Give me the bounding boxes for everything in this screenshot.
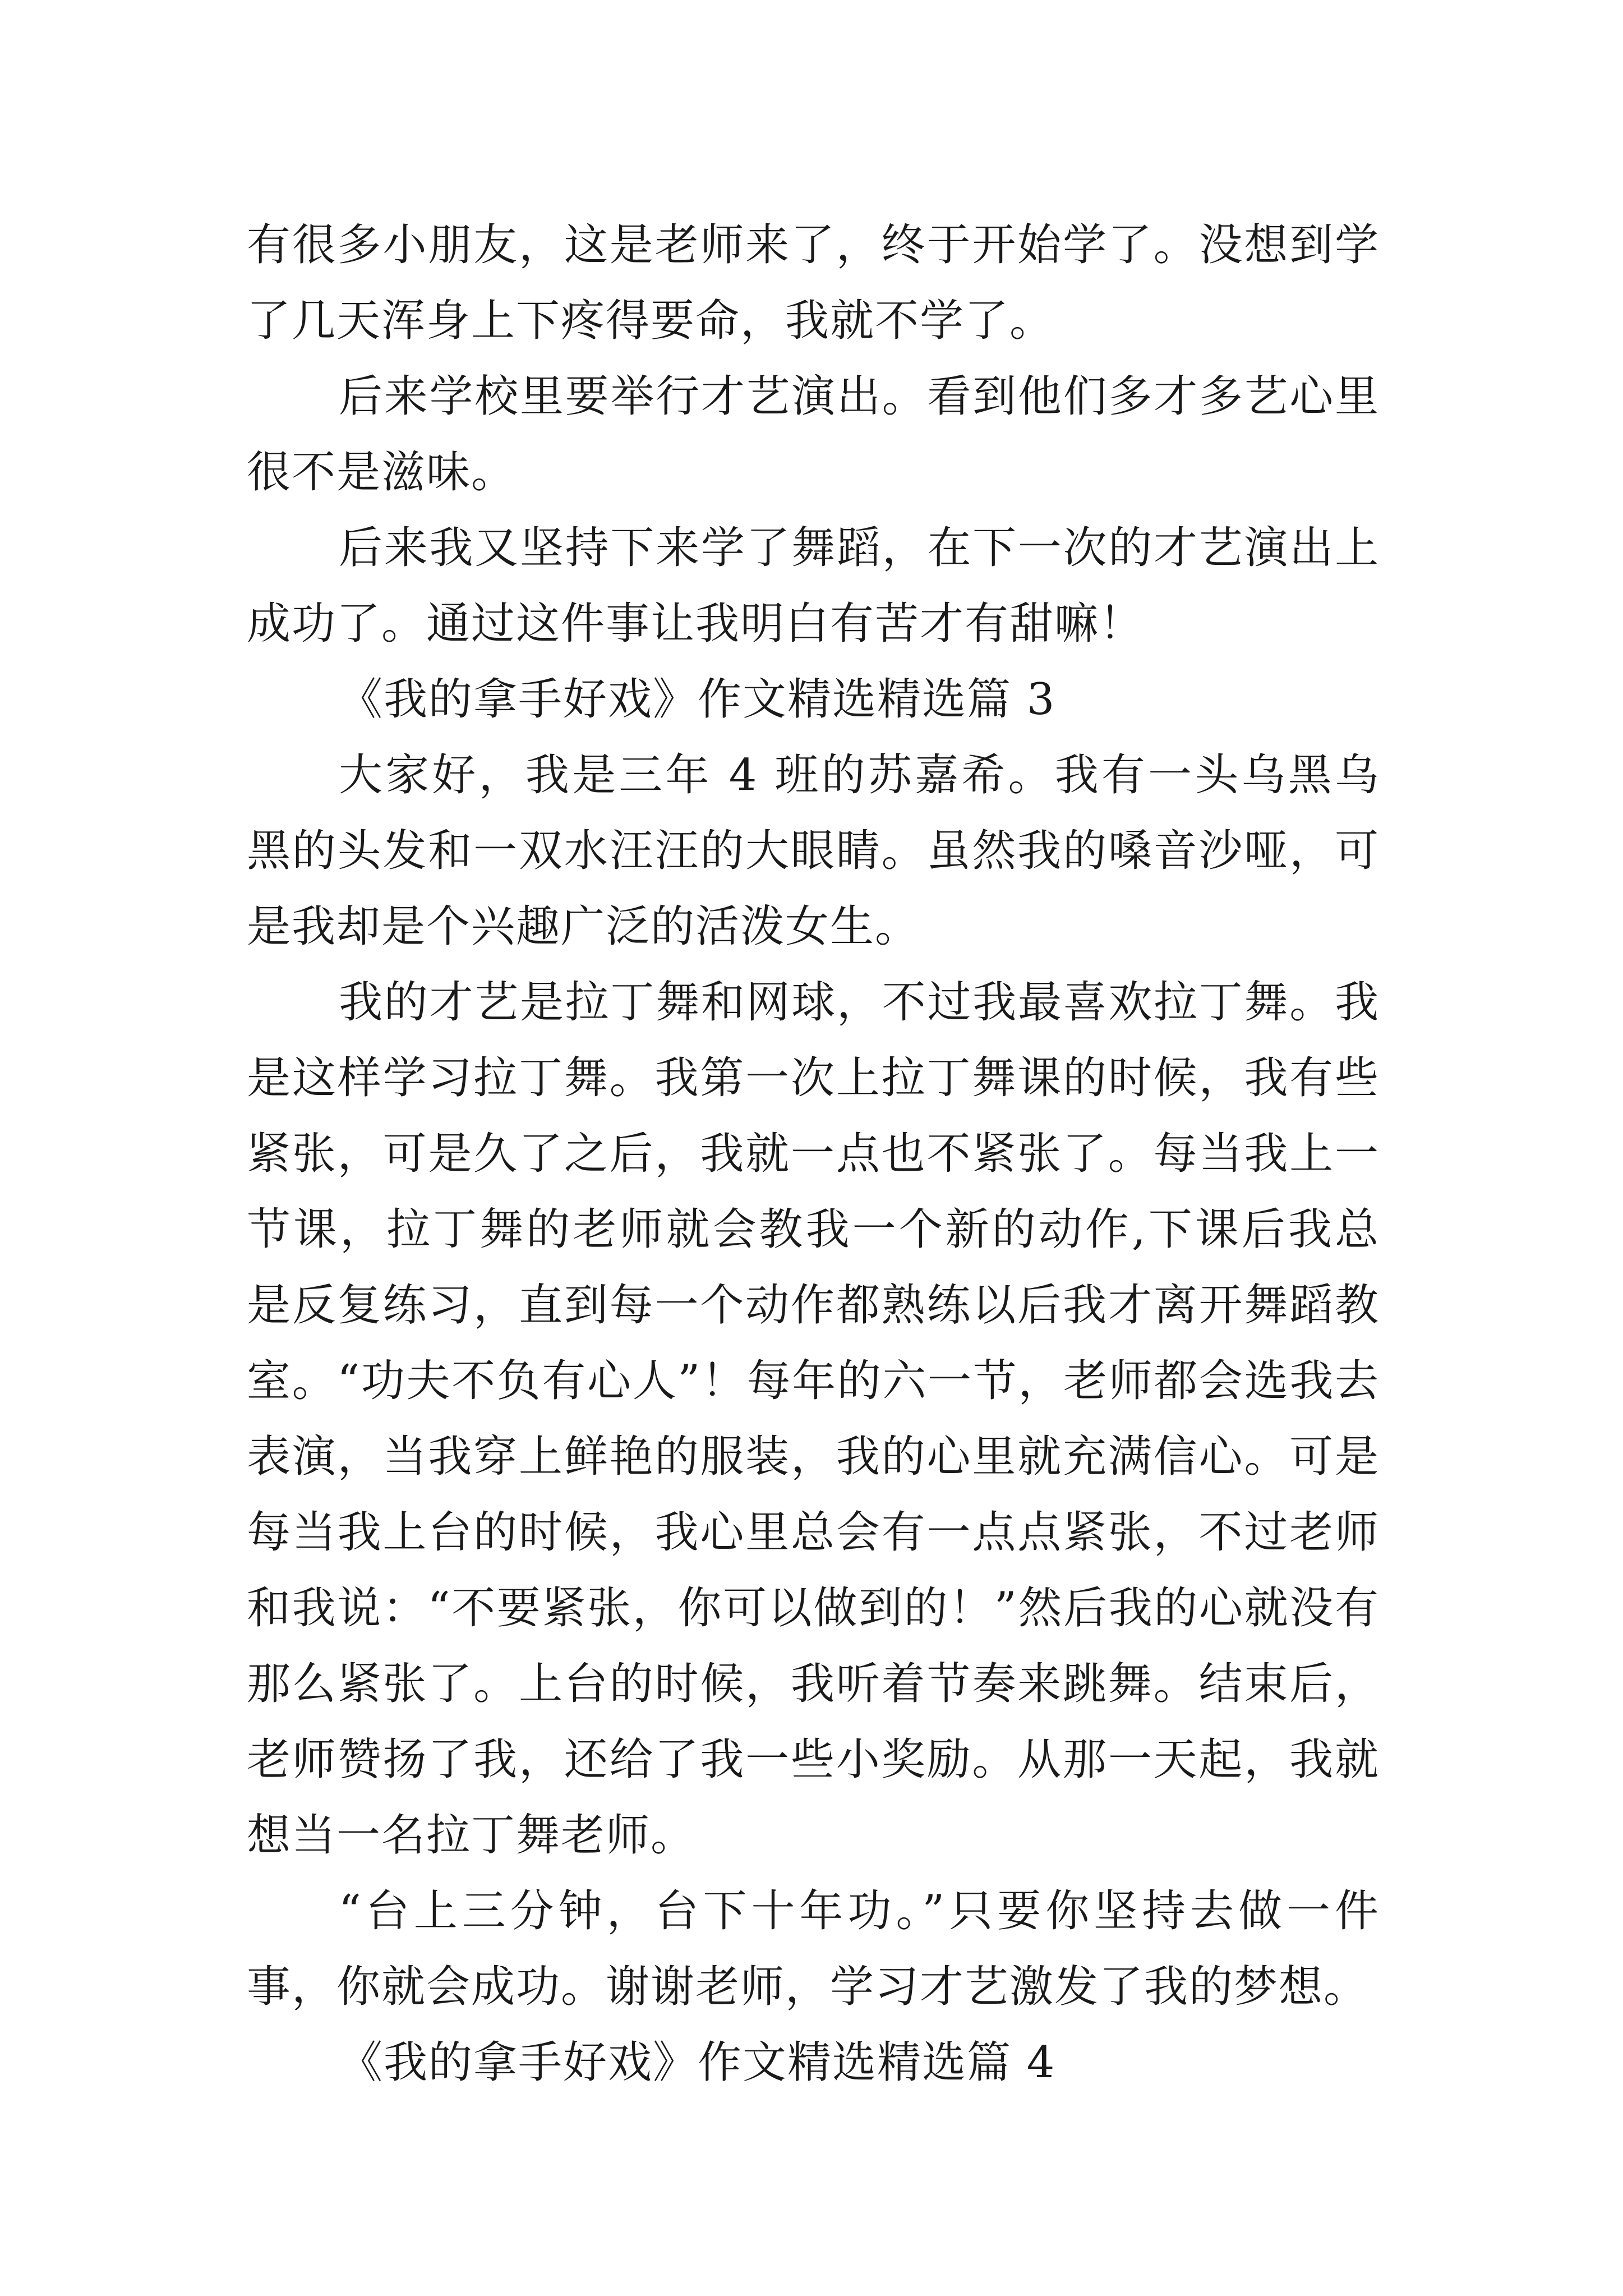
essay-body xyxy=(247,208,1380,2101)
paragraph-continuation: 有很多小朋友，这是老师来了，终于开始学了。没想到学了几天浑身上下疼得要命，我就不学了。 xyxy=(247,220,1380,346)
paragraph: 后来我又坚持下来学了舞蹈，在下一次的才艺演出上成功了。通过这件事让我明白有苦才有甜嘛！ xyxy=(247,523,1380,649)
section-heading: 《我的拿手好戏》作文精选精选篇 3 xyxy=(339,674,1056,725)
paragraph: “台上三分钟，台下十年功。”只要你坚持去做一件事，你就会成功。谢谢老师，学习才艺激发了我的梦想。 xyxy=(247,1886,1380,2012)
paragraph: 大家好，我是三年 4 班的苏嘉希。我有一头乌黑乌黑的头发和一双水汪汪的大眼睛。虽然我的嗓音沙哑，可是我却是个兴趣广泛的活泼女生。 xyxy=(247,750,1380,952)
paragraph: 后来学校里要举行才艺演出。看到他们多才多艺心里很不是滋味。 xyxy=(247,371,1380,498)
section-heading: 《我的拿手好戏》作文精选精选篇 4 xyxy=(339,2037,1056,2088)
paragraph: 我的才艺是拉丁舞和网球，不过我最喜欢拉丁舞。我是这样学习拉丁舞。我第一次上拉丁舞课的时候，我有些紧张，可是久了之后，我就一点也不紧张了。每当我上一节课，拉丁舞的老师就会教我一个新的动作,下课后我总是反复练习，直到每一个动作都熟练以后我才离开舞蹈教室。“功夫不负有心人”！每年的六一节，老师都会选我去表演，当我穿上鲜艳的服装，我的心里就充满信心。可是每当我上台的时候，我心里总会有一点点紧张，不过老师和我说：“不要紧张，你可以做到的！”然后我的心就没有那么紧张了。上台的时候，我听着节奏来跳舞。结束后，老师赞扬了我，还给了我一些小奖励。从那一天起，我就想当一名拉丁舞老师。 xyxy=(247,977,1380,1861)
